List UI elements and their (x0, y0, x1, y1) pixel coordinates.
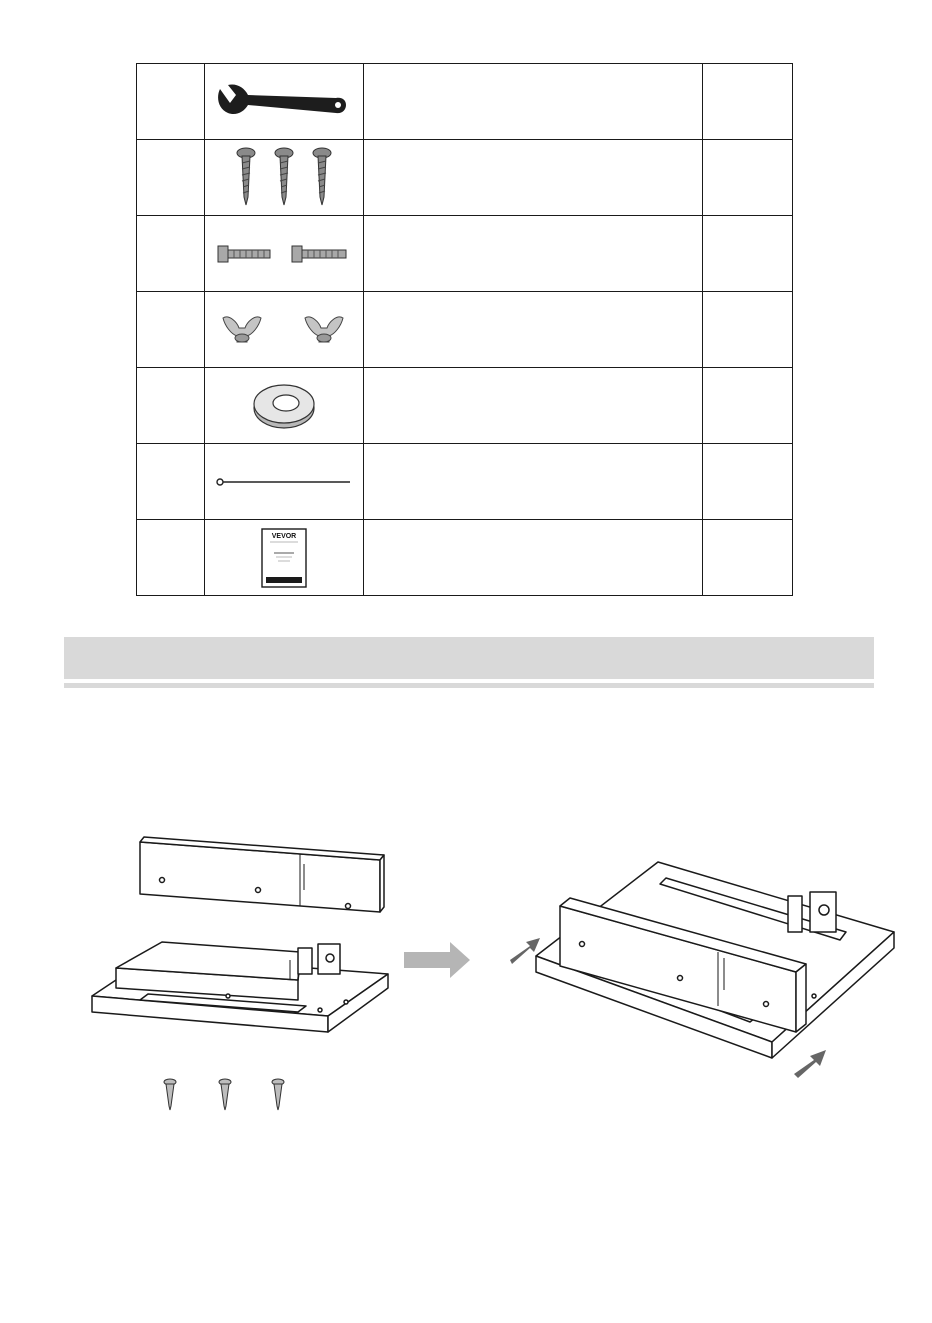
parts-table (136, 63, 793, 596)
part-number-cell (137, 368, 205, 444)
table-row (137, 520, 793, 596)
screws-icon (164, 1079, 284, 1110)
table-row (137, 292, 793, 368)
part-name-cell (364, 368, 703, 444)
part-name-cell (364, 292, 703, 368)
section-header-band (64, 637, 874, 679)
manual-brand-text: VEVOR (271, 532, 297, 540)
router-table-base-icon (92, 942, 388, 1032)
part-name-cell (364, 216, 703, 292)
table-row (137, 216, 793, 292)
wrench-icon (214, 77, 354, 127)
part-qty-cell (703, 444, 793, 520)
part-qty-cell (703, 368, 793, 444)
part-name-cell (364, 520, 703, 596)
part-image-cell (205, 520, 364, 596)
part-number-cell (137, 444, 205, 520)
hex-bolts-icon (214, 242, 354, 266)
part-image-cell (205, 140, 364, 216)
part-qty-cell (703, 216, 793, 292)
part-number-cell (137, 64, 205, 140)
assembled-table-icon (536, 862, 894, 1058)
fence-board-icon (140, 837, 384, 912)
washer-icon (249, 381, 319, 431)
part-image-cell (205, 292, 364, 368)
part-qty-cell (703, 520, 793, 596)
table-row (137, 140, 793, 216)
part-image-cell (205, 368, 364, 444)
screws-icon (224, 147, 344, 209)
user-manual-icon (260, 527, 308, 589)
wing-nuts-icon (219, 310, 349, 350)
part-name-cell (364, 140, 703, 216)
pin-rod-icon (214, 475, 354, 489)
table-row (137, 444, 793, 520)
part-number-cell (137, 216, 205, 292)
part-qty-cell (703, 292, 793, 368)
part-name-cell (364, 64, 703, 140)
table-row (137, 64, 793, 140)
part-qty-cell (703, 64, 793, 140)
table-row (137, 368, 793, 444)
part-image-cell (205, 444, 364, 520)
part-number-cell (137, 140, 205, 216)
arrow-right-icon (404, 942, 470, 978)
part-image-cell (205, 64, 364, 140)
part-qty-cell (703, 140, 793, 216)
part-name-cell (364, 444, 703, 520)
part-number-cell (137, 520, 205, 596)
part-number-cell (137, 292, 205, 368)
part-image-cell (205, 216, 364, 292)
assembly-figure (60, 820, 920, 1120)
section-divider (64, 683, 874, 688)
